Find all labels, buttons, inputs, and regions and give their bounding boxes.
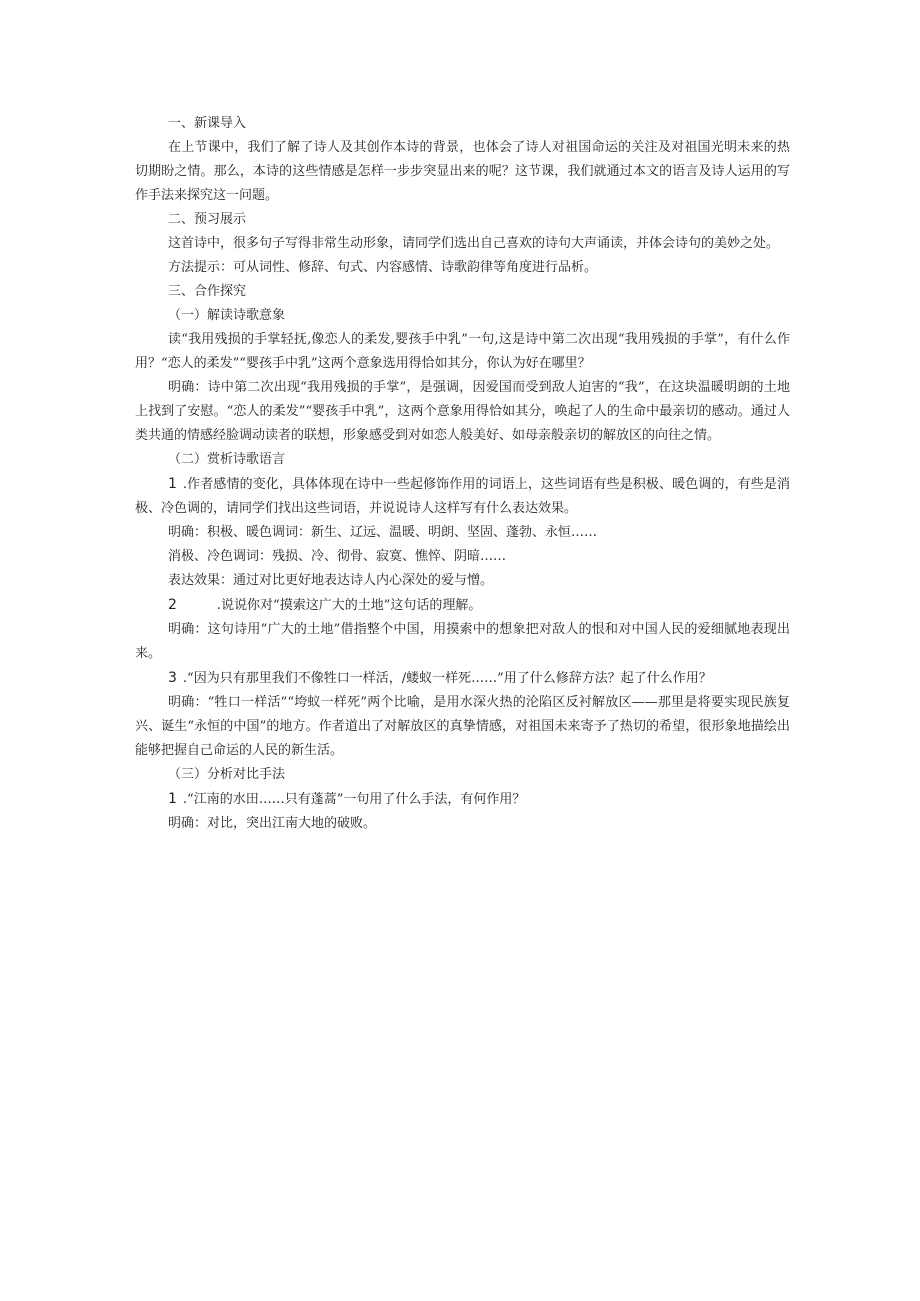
- subsection-title-imagery: （一）解读诗歌意象: [168, 308, 286, 323]
- section-title-intro: 一、新课导入: [168, 116, 247, 131]
- answer-2: 明确：这句诗用“广大的土地”借指整个中国，用摸索中的想象把对敌人的恨和对中国人民的爱细腻地表现出来。: [135, 622, 790, 661]
- question-3: [135, 666, 790, 691]
- section-title-preview: 二、预习展示: [168, 212, 247, 227]
- question-text: .“因为只有那里我们不像牲口一样活，/蝼蚁一样死……”用了什么修辞方法？起了什么作用？: [182, 671, 712, 686]
- answer-1-effect: 表达效果：通过对比更好地表达诗人内心深处的爱与憎。: [168, 573, 494, 588]
- question-number: 3: [168, 670, 177, 686]
- question-number: 2: [168, 597, 177, 613]
- section-title-explore: 三、合作探究: [168, 284, 247, 299]
- preview-paragraph: 这首诗中，很多句子写得非常生动形象，请同学们选出自己喜欢的诗句大声诵读，并体会诗句的美妙之处。: [168, 236, 780, 251]
- question-1: [135, 472, 790, 521]
- method-tip: 方法提示：可从词性、修辞、句式、内容感情、诗歌韵律等角度进行品析。: [168, 260, 598, 275]
- answer-1-cold: 消极、冷色调词：残损、冷、彻骨、寂寞、憔悴、阴暗……: [168, 549, 507, 564]
- question-4: [135, 787, 790, 812]
- question-text: .说说你对“摸索这广大的土地”这句话的理解。: [216, 598, 482, 613]
- question-text: .“江南的水田……只有蓬蒿”一句用了什么手法，有何作用？: [182, 792, 526, 807]
- subsection-title-contrast: （三）分析对比手法: [168, 767, 286, 782]
- imagery-question: 读“我用残损的手掌轻抚,像恋人的柔发,婴孩手中乳”一句,这是诗中第二次出现“我用残损的手掌”，有什么作用？“恋人的柔发”“婴孩手中乳”这两个意象选用得恰如其分，你认为好在哪里？: [135, 332, 790, 371]
- question-2: [135, 593, 790, 618]
- question-number: 1: [168, 791, 177, 807]
- imagery-answer: 明确：诗中第二次出现“我用残损的手掌”，是强调，因爱国而受到敌人迫害的“我”，在这块温暖明朗的土地上找到了安慰。“恋人的柔发”“婴孩手中乳”，这两个意象用得恰如其分，唤起了人的生命中最亲切的感动。通过人类共通的情感经脸调动读者的联想，形象感受到对如恋人般美好、如母亲般亲切的解放区的向往之情。: [135, 380, 790, 443]
- document-page: [135, 112, 790, 836]
- question-number: 1: [168, 476, 177, 492]
- intro-paragraph: 在上节课中，我们了解了诗人及其创作本诗的背景，也体会了诗人对祖国命运的关注及对祖国光明未来的热切期盼之情。那么，本诗的这些情感是怎样一步步突显出来的呢？这节课，我们就通过本文的语言及诗人运用的写作手法来探究这一问题。: [135, 140, 790, 203]
- answer-3: 明确：“牲口一样活”“垮蚁一样死”两个比喻，是用水深火热的沦陷区反衬解放区——那里是将要实现民族复兴、诞生“永恒的中国”的地方。作者道出了对解放区的真挚情感，对祖国未来寄予了热切的希望，很形象地描绘出能够把握自己命运的人民的新生活。: [135, 695, 790, 758]
- question-text: .作者感情的变化，具体体现在诗中一些起修饰作用的词语上，这些词语有些是积极、暖色调的，有些是消极、冷色调的，请同学们找出这些词语，并说说诗人这样写有什么表达效果。: [135, 477, 790, 516]
- answer-4: 明确：对比，突出江南大地的破败。: [168, 816, 377, 831]
- answer-1-warm: 明确：积极、暖色调词：新生、辽远、温暖、明朗、坚固、蓬勃、永恒……: [168, 525, 598, 540]
- subsection-title-language: （二）赏析诗歌语言: [168, 452, 286, 467]
